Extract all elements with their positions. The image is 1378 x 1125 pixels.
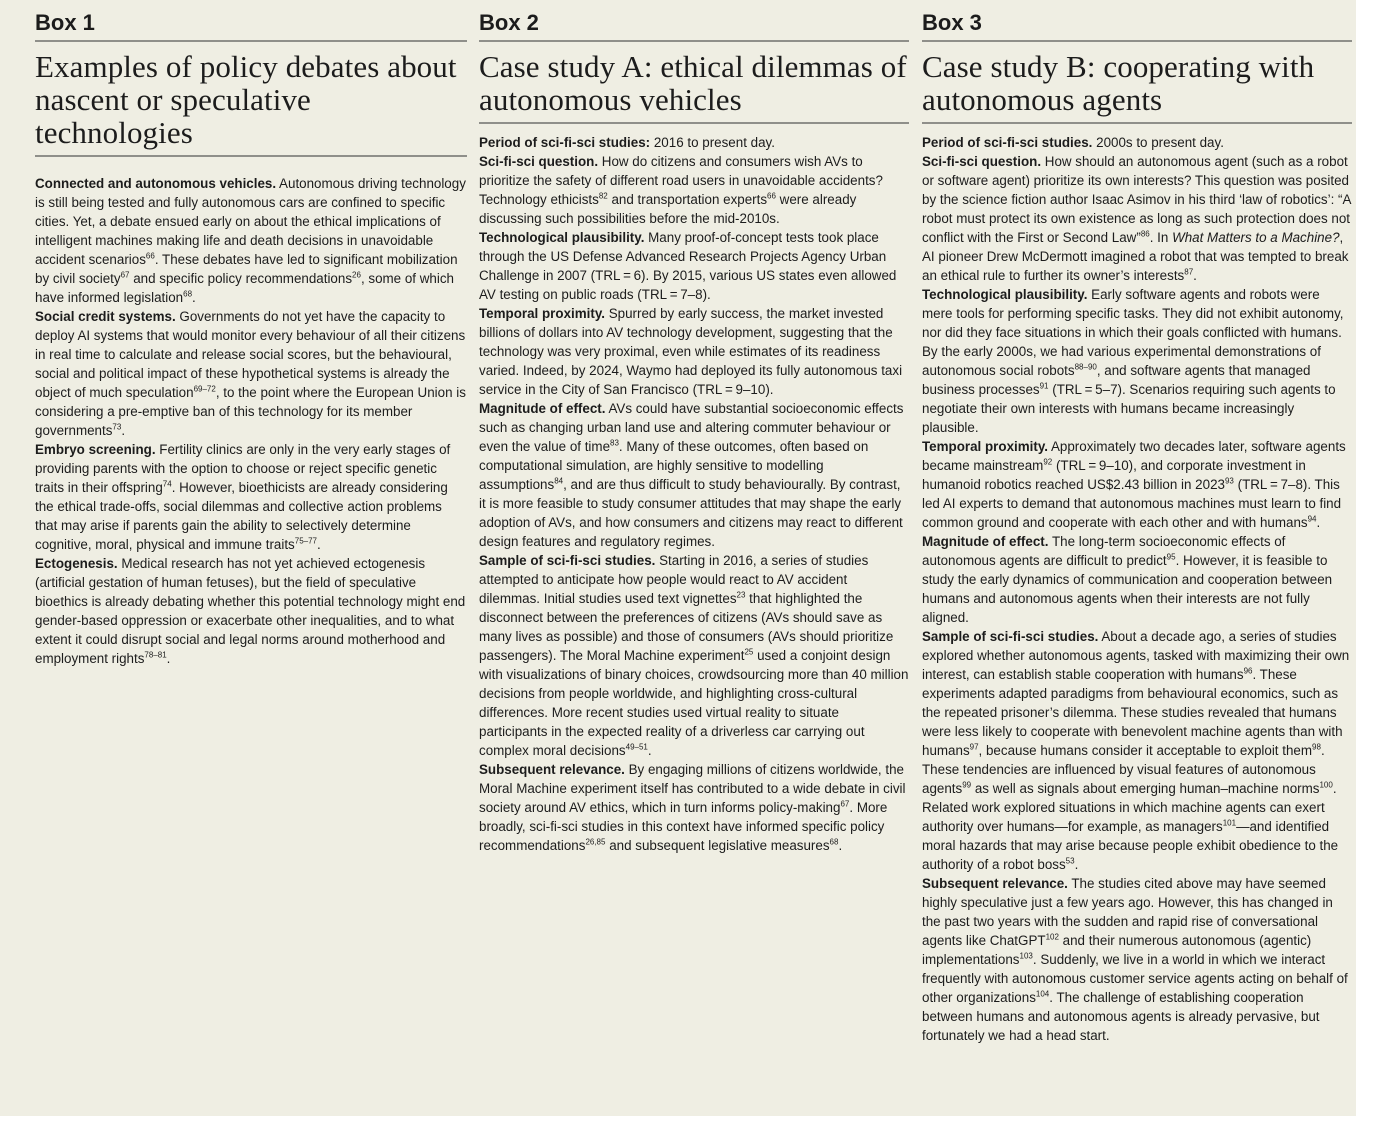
reference-superscript: 84 [554, 476, 564, 486]
paragraph: Embryo screening. Fertility clinics are only in the very early stages of providing parents with the option to choose or reject specific genetic traits in their offspring$^{74}$. However, bioethicists are already considering the ethical trade-offs, social dilemmas and collective action problems that may arise if parents gain the ability to selectively determine cognitive, moral, physical and immune traits$^{75-77}$. [35, 442, 451, 552]
box-2 [479, 0, 909, 855]
reference-superscript: 49–51 [625, 742, 648, 752]
reference-superscript: 67 [120, 270, 130, 280]
paragraph-heading: Technological plausibility. [479, 230, 645, 245]
reference-superscript: 97 [969, 742, 979, 752]
paragraph-heading: Period of sci-fi-sci studies: [479, 135, 651, 150]
box-body [35, 157, 467, 668]
reference-superscript: 98 [1312, 742, 1321, 752]
box-label: Box 3 [922, 0, 1352, 42]
reference-superscript: 94 [1307, 514, 1317, 524]
italic-title: What Matters to a Machine? [1172, 230, 1340, 245]
box-body [922, 124, 1352, 1045]
paragraph: Sample of sci-fi-sci studies. About a decade ago, a series of studies explored whether autonomous agents, tasked with maximizing their own interest, can establish stable cooperation with humans$^{96}$. These experiments adapted paradigms from behavioural economics, such as the repeated prisoner’s dilemma. These studies revealed that humans were less likely to cooperate with benevolent machine agents than with humans$^{97}$, because humans consider it acceptable to exploit them$^{98}$. These tendencies are influenced by visual features of autonomous agents$^{99}$ as well as signals about emerging human–machine norms$^{100}$. Related work explored situations in which machine agents can exert authority over humans—for example, as managers$^{101}$—and identified moral hazards that may arise because people exhibit obedience to the authority of a robot boss$^{53}$. [922, 629, 1350, 872]
box-body [479, 124, 909, 855]
reference-superscript: 87 [1184, 267, 1194, 277]
reference-superscript: 99 [962, 780, 972, 790]
reference-superscript: 78–81 [144, 650, 167, 660]
paragraph-heading: Social credit systems. [35, 309, 176, 324]
paragraph-heading: Sci-fi-sci question. [479, 154, 599, 169]
paragraph-heading: Connected and autonomous vehicles. [35, 176, 277, 191]
paragraph-heading: Magnitude of effect. [922, 534, 1049, 549]
box-1 [35, 0, 467, 668]
reference-superscript: 102 [1045, 932, 1059, 942]
paragraph: Sample of sci-fi-sci studies. Starting in 2016, a series of studies attempted to anticipate how people would react to AV accident dilemmas. Initial studies used text vignettes$^{23}$ that highlighted the disconnect between the preferences of citizens (AVs should save as many lives as possible) and those of consumers (AVs should prioritize passengers). The Moral Machine experiment$^{25}$ used a conjoint design with visualizations of binary choices, crowdsourcing more than 40 million decisions from people worldwide, and highlighting cross-cultural differences. More recent studies used virtual reality to situate participants in the expected reality of a driverless car carrying out complex moral decisions$^{49-51}$. [479, 553, 909, 758]
reference-superscript: 26,85 [585, 837, 606, 847]
box-3 [922, 0, 1352, 1045]
paragraph-heading: Embryo screening. [35, 442, 156, 457]
paragraph-heading: Magnitude of effect. [479, 401, 606, 416]
reference-superscript: 93 [1224, 476, 1234, 486]
reference-superscript: 75–77 [294, 536, 317, 546]
box-label: Box 2 [479, 0, 909, 42]
reference-superscript: 53 [1065, 856, 1075, 866]
reference-superscript: 69–72 [193, 384, 216, 394]
paragraph: Connected and autonomous vehicles. Autonomous driving technology is still being tested and fully autonomous cars are confined to specific cities. Yet, a debate ensued early on about the ethical implications of intelligent machines making life and death decisions in unavoidable accident scenarios$^{66}$. These debates have led to significant mobilization by civil society$^{67}$ and specific policy recommendations$^{26}$, some of which have informed legislation$^{68}$. [35, 176, 466, 305]
paragraph: Magnitude of effect. The long-term socioeconomic effects of autonomous agents are difficult to predict$^{95}$. However, it is feasible to study the early dynamics of communication and cooperation between humans and autonomous agents when their interests are not fully aligned. [922, 534, 1333, 625]
reference-superscript: 74 [162, 479, 172, 489]
paragraph: Temporal proximity. Approximately two decades later, software agents became mainstream$^{92}$ (TRL = 9–10), and corporate investment in humanoid robotics reached US$2.43 billion in 2023$^{93}$ (TRL = 7–8). This led AI experts to demand that autonomous machines must learn to find common ground and cooperate with each other and with humans$^{94}$. [922, 439, 1346, 530]
paragraph-heading: Technological plausibility. [922, 287, 1088, 302]
paragraph-heading: Sample of sci-fi-sci studies. [922, 629, 1099, 644]
paragraph: Technological plausibility. Early software agents and robots were mere tools for performing specific tasks. They did not exhibit autonomy, nor did they face situations in which their goals conflicted with humans. By the early 2000s, we had various experimental demonstrations of autonomous social robots$^{88-90}$, and software agents that managed business processes$^{91}$ (TRL = 5–7). Scenarios requiring such agents to negotiate their own interests with humans became increasingly plausible. [922, 287, 1344, 435]
reference-superscript: 91 [1039, 381, 1049, 391]
reference-superscript: 73 [112, 422, 122, 432]
paragraph: Sci-fi-sci question. How do citizens and consumers wish AVs to prioritize the safety of different road users in unavoidable accidents? Technology ethicists$^{82}$ and transportation experts$^{66}$ were already discussing such possibilities before the mid-2010s. [479, 154, 883, 226]
reference-superscript: 92 [1043, 457, 1053, 467]
paragraph-heading: Period of sci-fi-sci studies. [922, 135, 1093, 150]
box-title: Examples of policy debates about nascent or speculative technologies [35, 42, 467, 157]
paragraph: Temporal proximity. Spurred by early success, the market invested billions of dollars into AV technology development, suggesting that the technology was very proximal, even while estimates of its readiness varied. Indeed, by 2024, Waymo had deployed its fully autonomous taxi service in the City of San Francisco (TRL = 9–10). [479, 306, 903, 397]
paragraph-heading: Sample of sci-fi-sci studies. [479, 553, 656, 568]
paragraph-heading: Temporal proximity. [922, 439, 1048, 454]
paragraph: Subsequent relevance. By engaging millions of citizens worldwide, the Moral Machine experiment itself has contributed to a wide debate in civil society around AV ethics, which in turn informs policy-making$^{67}$. More broadly, sci-fi-sci studies in this context have informed specific policy recommendations$^{26,85}$ and subsequent legislative measures$^{68}$. [479, 762, 906, 853]
box-label: Box 1 [35, 0, 467, 42]
reference-superscript: 23 [736, 590, 746, 600]
paragraph-heading: Ectogenesis. [35, 556, 118, 571]
paragraph: Ectogenesis. Medical research has not yet achieved ectogenesis (artificial gestation of human fetuses), but the field of speculative bioethics is already debating whether this potential technology might end gender-based oppression or exacerbate other inequalities, and to what extent it could disrupt social and legal norms around motherhood and employment rights$^{78-81}$. [35, 556, 466, 666]
reference-superscript: 104 [1035, 989, 1050, 999]
reference-superscript: 96 [1243, 666, 1253, 676]
paragraph: Technological plausibility. Many proof-of-concept tests took place through the US Defense Advanced Research Projects Agency Urban Challenge in 2007 (TRL = 6). By 2015, various US states even allowed AV testing on public roads (TRL = 7–8). [479, 230, 897, 302]
reference-superscript: 68 [829, 837, 839, 847]
page-bottom-margin [0, 1116, 1378, 1125]
paragraph: Period of sci-fi-sci studies. 2000s to present day. [922, 135, 1224, 150]
reference-superscript: 83 [610, 438, 619, 448]
paragraph: Sci-fi-sci question. How should an autonomous agent (such as a robot or software agent) prioritize its own interests? This question was posited by the science fiction author Isaac Asimov in his third ‘law of robotics’: “A robot must protect its own existence as long as such protection does not conflict with the First or Second Law”$^{86}$. In What Matters to a Machine?, AI pioneer Drew McDermott imagined a robot that was tempted to break an ethical rule to further its owner’s interests$^{87}$. [922, 154, 1351, 283]
paragraph-heading: Temporal proximity. [479, 306, 605, 321]
reference-superscript: 66 [145, 251, 155, 261]
reference-superscript: 95 [1166, 552, 1176, 562]
reference-superscript: 26 [352, 270, 361, 280]
paragraph: Magnitude of effect. AVs could have substantial socioeconomic effects such as changing urban land use and altering commuter behaviour or even the value of time$^{83}$. Many of these outcomes, often based on computational simulation, are highly sensitive to modelling assumptions$^{84}$, and are thus difficult to study behaviourally. By contrast, it is more feasible to study consumer attitudes that may shape the early adoption of AVs, and how consumers and citizens may react to different design features and regulatory regimes. [479, 401, 904, 549]
reference-superscript: 67 [840, 799, 850, 809]
paragraph-heading: Sci-fi-sci question. [922, 154, 1042, 169]
paragraph-heading: Subsequent relevance. [922, 876, 1068, 891]
reference-superscript: 103 [1019, 951, 1033, 961]
reference-superscript: 68 [183, 289, 193, 299]
reference-superscript: 66 [767, 191, 776, 201]
box-title: Case study B: cooperating with autonomous agents [922, 42, 1352, 124]
paragraph: Period of sci-fi-sci studies: 2016 to present day. [479, 135, 775, 150]
reference-superscript: 25 [744, 647, 754, 657]
reference-superscript: 82 [598, 191, 608, 201]
reference-superscript: 86 [1140, 229, 1150, 239]
paragraph: Social credit systems. Governments do not yet have the capacity to deploy AI systems that would monitor every behaviour of all their citizens in real time to calculate and release social scores, but the behavioural, social and political impact of these hypothetical systems is already the object of much speculation$^{69-72}$, to the point where the European Union is considering a pre-emptive ban of this technology for its member governments$^{73}$. [35, 309, 466, 438]
reference-superscript: 100 [1319, 780, 1333, 790]
paragraph: Subsequent relevance. The studies cited above may have seemed highly speculative just a few years ago. However, this has changed in the past two years with the sudden and rapid rise of conversational agents like ChatGPT$^{102}$ and their numerous autonomous (agentic) implementations$^{103}$. Suddenly, we live in a world in which we interact frequently with autonomous customer service agents acting on behalf of other organizations$^{104}$. The challenge of establishing cooperation between humans and autonomous agents is already pervasive, but fortunately we had a head start. [922, 876, 1348, 1043]
reference-superscript: 88–90 [1074, 362, 1097, 372]
paragraph-heading: Subsequent relevance. [479, 762, 625, 777]
reference-superscript: 101 [1222, 818, 1237, 828]
box-title: Case study A: ethical dilemmas of autonomous vehicles [479, 42, 909, 124]
